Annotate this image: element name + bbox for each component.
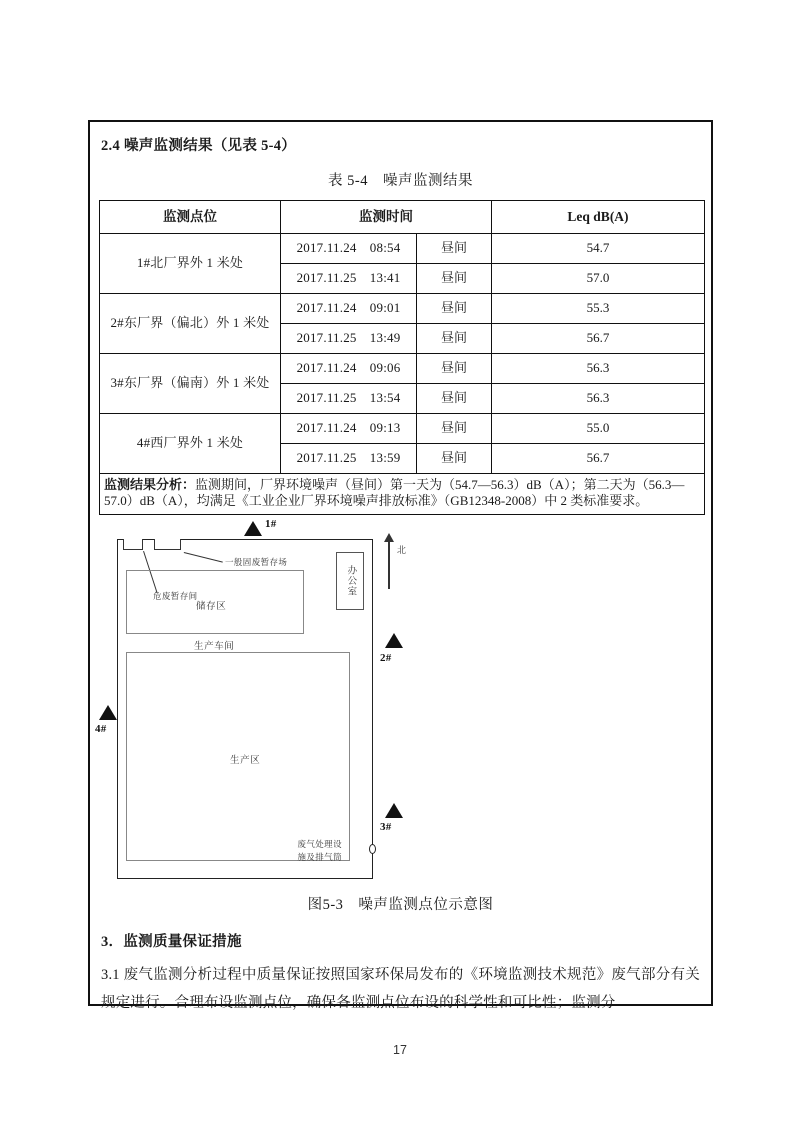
monitoring-point-triangle-3-icon	[385, 803, 403, 818]
office-room	[336, 552, 364, 610]
table-header-row	[100, 201, 705, 234]
section-heading: 2.4 噪声监测结果（见表 5-4）	[101, 138, 297, 154]
cell-point: 1#北厂界外 1 米处	[100, 234, 281, 294]
cell-leq: 55.0	[492, 414, 705, 444]
noise-monitoring-table	[99, 200, 705, 515]
header-point: 监测点位	[100, 201, 281, 234]
cell-period: 昼间	[417, 324, 492, 354]
cell-datetime: 2017.11.25 13:49	[281, 324, 417, 354]
exhaust-stack-label-line2: 施及排气筒	[297, 851, 342, 862]
workshop-label: 生产车间	[194, 641, 235, 652]
cell-period: 昼间	[417, 234, 492, 264]
figure-caption: 图5-3 噪声监测点位示意图	[307, 896, 494, 913]
document-page-frame	[88, 120, 713, 1011]
analysis-text: 监测期间，厂界环境噪声（昼间）第一天为（54.7—56.3）dB（A）；第二天为（56.3—57.0）dB（A），均满足《工业企业厂界环境噪声排放标准》（GB12348-2008）中 2 类标准要求。	[104, 477, 685, 509]
cell-datetime: 2017.11.24 09:01	[281, 294, 417, 324]
cell-leq: 56.7	[492, 324, 705, 354]
table-row	[100, 414, 705, 444]
analysis-cell	[100, 474, 705, 515]
cell-period: 昼间	[417, 414, 492, 444]
document-content	[90, 122, 711, 1011]
monitoring-point-label-3: 3#	[380, 820, 392, 833]
plant-boundary	[117, 539, 373, 879]
monitoring-point-label-4: 4#	[95, 722, 107, 735]
cell-point: 2#东厂界（偏北）外 1 米处	[100, 294, 281, 354]
production-zone-label: 生产区	[230, 755, 261, 766]
cell-leq: 56.7	[492, 444, 705, 474]
exhaust-stack-label	[297, 838, 342, 864]
quality-section-heading: 3．监测质量保证措施	[101, 933, 242, 950]
cell-leq: 56.3	[492, 354, 705, 384]
monitoring-point-triangle-2-icon	[385, 633, 403, 648]
waste-storage-notches	[118, 539, 372, 551]
cell-point: 4#西厂界外 1 米处	[100, 414, 281, 474]
office-label: 办公室	[345, 564, 356, 597]
quality-section-paragraph: 3.1 废气监测分析过程中质量保证按照国家环保局发布的《环境监测技术规范》废气部分有关规定进行。合理布设监测点位，确保各监测点位布设的科学性和可比性；监测分	[101, 966, 700, 1011]
cell-leq: 56.3	[492, 384, 705, 414]
exhaust-stack-label-line1: 废气处理设	[297, 839, 342, 849]
cell-datetime: 2017.11.24 08:54	[281, 234, 417, 264]
storage-zone-label: 储存区	[196, 601, 227, 612]
monitoring-point-label-2: 2#	[380, 651, 392, 664]
cell-datetime: 2017.11.25 13:59	[281, 444, 417, 474]
analysis-label: 监测结果分析：	[104, 477, 196, 492]
cell-leq: 54.7	[492, 234, 705, 264]
hazardous-waste-notch	[123, 539, 143, 550]
cell-point: 3#东厂界（偏南）外 1 米处	[100, 354, 281, 414]
north-label: 北	[396, 544, 406, 554]
cell-leq: 55.3	[492, 294, 705, 324]
monitoring-point-label-1: 1#	[265, 517, 277, 530]
cell-datetime: 2017.11.24 09:13	[281, 414, 417, 444]
cell-datetime: 2017.11.25 13:54	[281, 384, 417, 414]
general-waste-notch	[154, 539, 181, 550]
exhaust-stack-icon	[369, 844, 376, 854]
general-waste-leader-line	[184, 552, 223, 563]
table-analysis-row	[100, 474, 705, 515]
page-number: 17	[393, 1043, 407, 1057]
header-time: 监测时间	[281, 201, 492, 234]
general-waste-label: 一般固废暂存场	[225, 556, 288, 567]
cell-period: 昼间	[417, 354, 492, 384]
cell-leq: 57.0	[492, 264, 705, 294]
table-row	[100, 234, 705, 264]
monitoring-point-triangle-1-icon	[244, 521, 262, 536]
north-arrow-icon	[388, 541, 390, 589]
monitoring-point-triangle-4-icon	[99, 705, 117, 720]
cell-period: 昼间	[417, 444, 492, 474]
cell-period: 昼间	[417, 384, 492, 414]
noise-monitoring-site-diagram	[95, 517, 704, 891]
cell-datetime: 2017.11.24 09:06	[281, 354, 417, 384]
cell-period: 昼间	[417, 294, 492, 324]
header-leq: Leq dB(A)	[492, 201, 705, 234]
cell-datetime: 2017.11.25 13:41	[281, 264, 417, 294]
table-caption: 表 5-4 噪声监测结果	[328, 173, 473, 189]
table-row	[100, 354, 705, 384]
hazardous-waste-label: 危废暂存间	[153, 590, 198, 601]
cell-period: 昼间	[417, 264, 492, 294]
table-row	[100, 294, 705, 324]
